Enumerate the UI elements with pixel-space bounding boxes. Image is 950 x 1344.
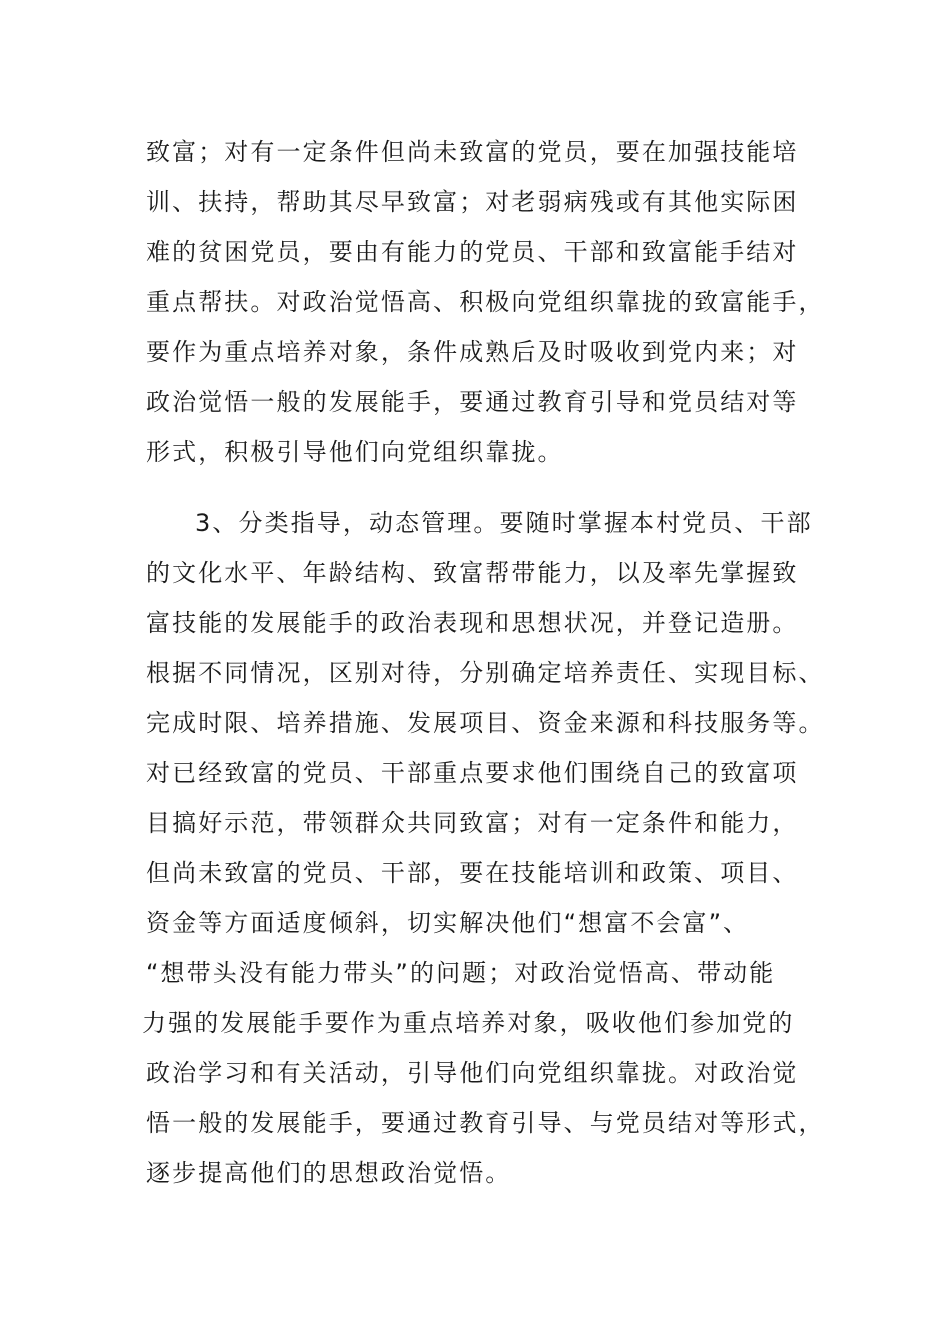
text-line: 根据不同情况，区别对待，分别确定培养责任、实现目标、 <box>146 659 825 687</box>
text-line: 对已经致富的党员、干部重点要求他们围绕自己的致富项 <box>146 759 799 787</box>
text-line: 完成时限、培养措施、发展项目、资金来源和科技服务等。 <box>146 709 825 737</box>
text-line: 政治觉悟一般的发展能手，要通过教育引导和党员结对等 <box>146 388 799 416</box>
text-line: 悟一般的发展能手，要通过教育引导、与党员结对等形式， <box>146 1109 825 1137</box>
text-line: 难的贫困党员，要由有能力的党员、干部和致富能手结对 <box>146 238 799 266</box>
text-line: “想带头没有能力带头”的问题；对政治觉悟高、带动能 <box>146 959 776 987</box>
text-line: 目搞好示范，带领群众共同致富；对有一定条件和能力， <box>146 809 799 837</box>
text-line: 形式，积极引导他们向党组织靠拢。 <box>146 438 564 466</box>
text-line: 重点帮扶。对政治觉悟高、积极向党组织靠拢的致富能手， <box>146 288 825 316</box>
text-line: 富技能的发展能手的政治表现和思想状况，并登记造册。 <box>146 609 799 637</box>
text-line: 政治学习和有关活动，引导他们向党组织靠拢。对政治觉 <box>146 1059 799 1087</box>
text-line: 逐步提高他们的思想政治觉悟。 <box>146 1159 512 1187</box>
text-line: 但尚未致富的党员、干部，要在技能培训和政策、项目、 <box>146 859 799 887</box>
text-line: 要作为重点培养对象，条件成熟后及时吸收到党内来；对 <box>146 338 799 366</box>
text-line: 训、扶持，帮助其尽早致富；对老弱病残或有其他实际困 <box>146 188 799 216</box>
text-line: 致富；对有一定条件但尚未致富的党员，要在加强技能培 <box>146 138 799 166</box>
text-line: 3、分类指导，动态管理。要随时掌握本村党员、干部 <box>195 509 813 537</box>
text-line: 力强的发展能手要作为重点培养对象，吸收他们参加党的 <box>142 1009 795 1037</box>
text-line: 的文化水平、年龄结构、致富帮带能力，以及率先掌握致 <box>146 559 799 587</box>
text-line: 资金等方面适度倾斜，切实解决他们“想富不会富”、 <box>146 909 750 937</box>
